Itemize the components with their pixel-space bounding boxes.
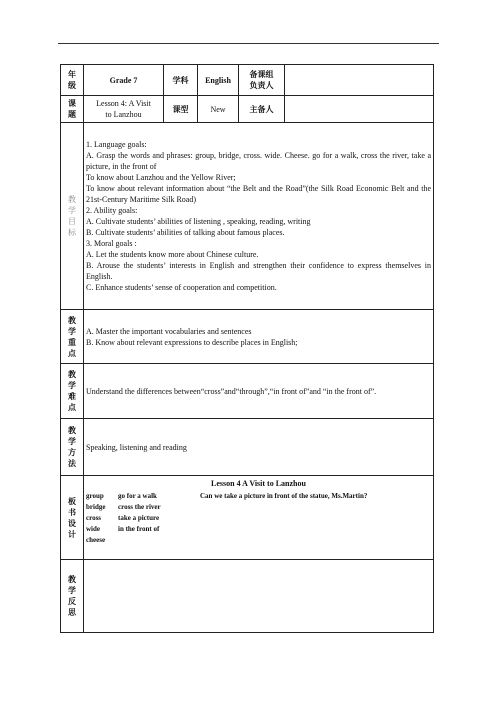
difficult-points-row [61, 364, 434, 419]
header-rule [58, 43, 439, 44]
lesson-plan-table [60, 64, 434, 633]
difficult-points-label: 教 学 难 点 [61, 364, 84, 419]
goal-line: A. Cultivate students’ abilities of listening , speaking, reading, writing [86, 217, 311, 226]
goal-line: To know about Lanzhou and the Yellow River; [86, 173, 236, 182]
group-leader-label: 备课组 负责人 [239, 65, 285, 96]
host-value [285, 96, 434, 123]
goal-line: A. Grasp the words and phrases: group, bridge, cross. wide. Cheese. go for a walk, cross the river, take a picture, in the front of [86, 151, 431, 171]
methods-label: 教 学 方 法 [61, 419, 84, 476]
board-design-content [84, 476, 434, 560]
board-sentence: Can we take a picture in front of the statue, Ms.Martin? [200, 492, 368, 500]
header-row [61, 65, 434, 96]
board-phrase: take a picture [118, 514, 160, 522]
board-design-row [61, 476, 434, 560]
board-layout [86, 489, 431, 559]
grade-value: Grade 7 [84, 65, 164, 96]
goal-line: A. Let the students know more about Chinese culture. [86, 250, 259, 259]
key-points-row [61, 310, 434, 364]
objectives-label: 教 学 目 标 [61, 123, 84, 310]
goal-line: 3. Moral goals : [86, 239, 137, 248]
board-phrase: in the front of [118, 525, 160, 533]
goal-line: B. Cultivate students’ abilities of talking about famous places. [86, 228, 285, 237]
board-phrase: cross the river [118, 503, 161, 511]
goal-line: B. Arouse the students’ interests in English and strengthen their confidence to express themselves in English. [86, 261, 431, 281]
objectives-row [61, 123, 434, 310]
methods-content: Speaking, listening and reading [84, 419, 434, 476]
board-word: cheese [86, 536, 106, 544]
difficult-points-content: Understand the differences between“cross”and“through”,“in front of”and “in the front of”. [84, 364, 434, 419]
goal-line: To know about relevant information about “the Belt and the Road”(the Silk Road Economic Belt and the 21st-Century Maritime Silk Road) [86, 184, 431, 204]
topic-value: Lesson 4: A Visit to Lanzhou [84, 96, 164, 123]
subject-label: 学科 [164, 65, 198, 96]
board-word: cross [86, 514, 102, 522]
lesson-type-value: New [198, 96, 239, 123]
board-word: wide [86, 525, 100, 533]
key-point-line: B. Know about relevant expressions to describe places in English; [86, 337, 298, 347]
board-design-label: 板 书 设 计 [61, 476, 84, 560]
topic-label: 课 题 [61, 96, 84, 123]
host-label: 主备人 [239, 96, 285, 123]
board-words [86, 491, 105, 546]
group-leader-value [285, 65, 434, 96]
board-phrases [118, 491, 161, 535]
goal-line: 1. Language goals: [86, 140, 147, 149]
objectives-content [84, 123, 434, 310]
goal-line: 2. Ability goals: [86, 206, 138, 215]
lesson-type-label: 课型 [164, 96, 198, 123]
board-title: Lesson 4 A Visit to Lanzhou [211, 479, 306, 488]
methods-row [61, 419, 434, 476]
board-word: bridge [86, 503, 106, 511]
reflection-content [84, 560, 434, 633]
topic-row [61, 96, 434, 123]
grade-label: 年 级 [61, 65, 84, 96]
goal-line: C. Enhance students’ sense of cooperation and competition. [86, 283, 277, 292]
key-point-line: A. Master the important vocabularies and sentences [86, 326, 252, 336]
key-points-content [84, 310, 434, 364]
board-phrase: go for a walk [118, 492, 157, 500]
reflection-row [61, 560, 434, 633]
reflection-label: 教 学 反 思 [61, 560, 84, 633]
subject-value: English [198, 65, 239, 96]
board-word: group [86, 492, 104, 500]
key-points-label: 教 学 重 点 [61, 310, 84, 364]
